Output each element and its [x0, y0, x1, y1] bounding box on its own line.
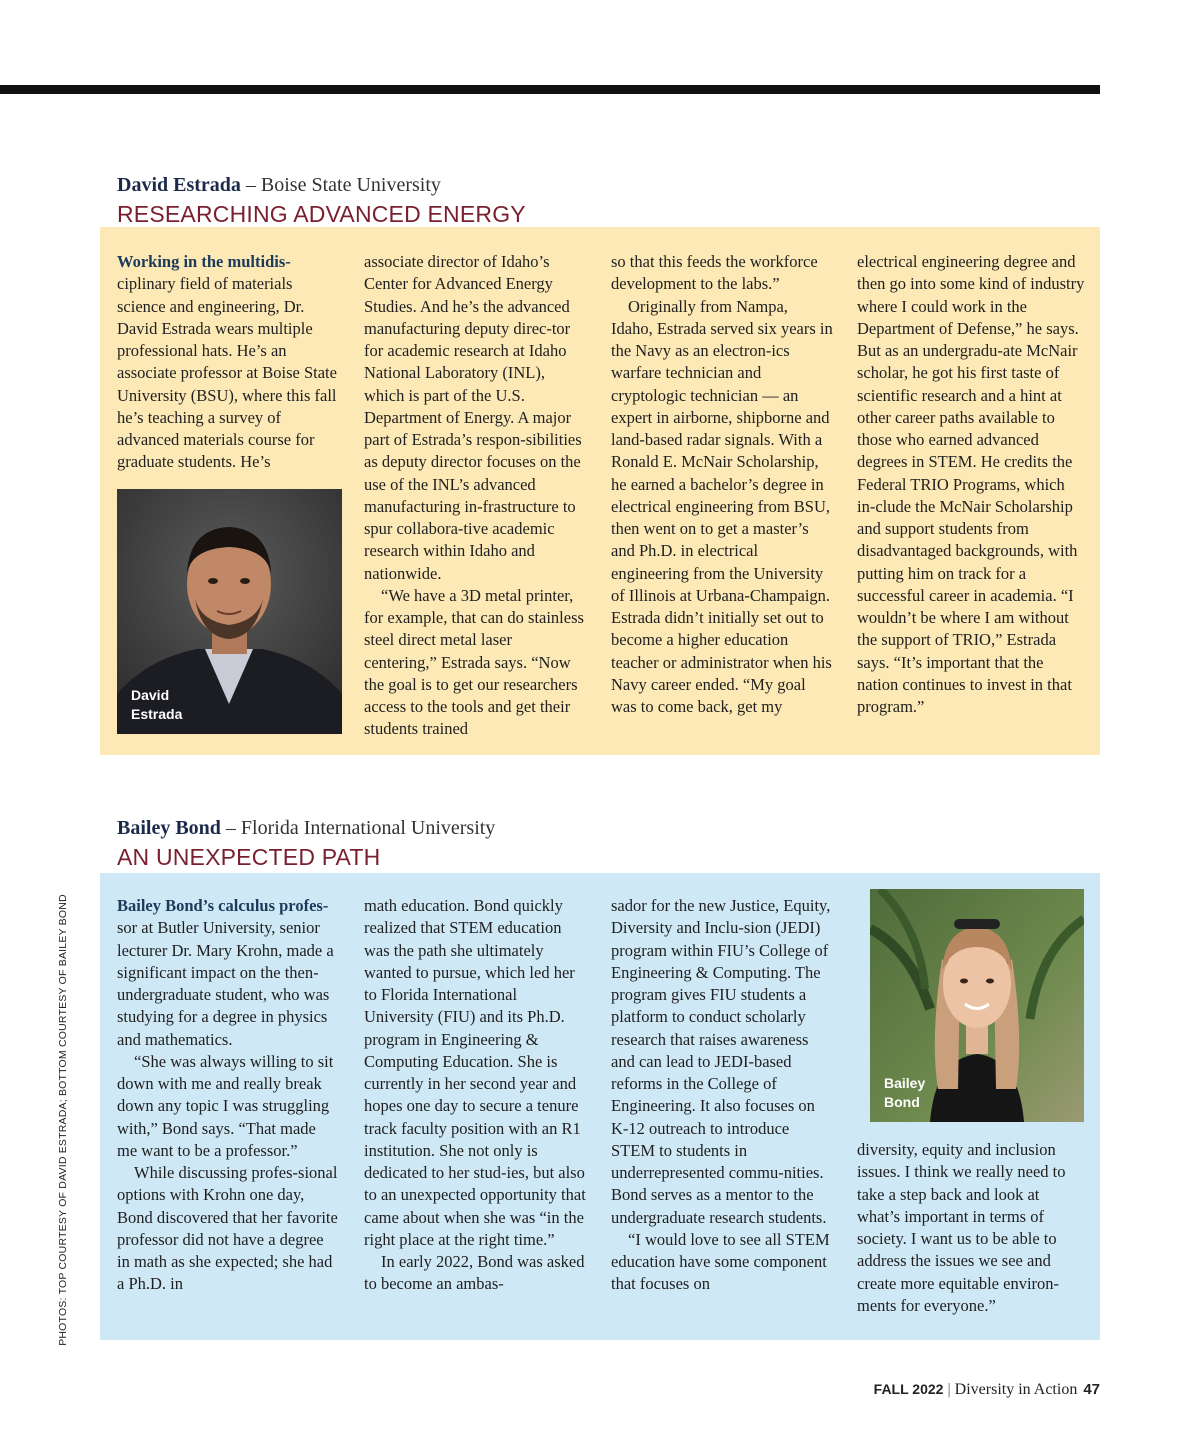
bailey-bond-photo — [870, 889, 1084, 1122]
section1-col3-p2: Originally from Nampa, Idaho, Estrada served six years in the Navy as an electron-ics warfare technician and cryptologic technician — an expert in airborne, shipborne and land-based radar signals. With a Ronald E. McNair Scholarship, he earned a bachelor’s degree in electrical engineering from BSU, then went on to get a master’s and Ph.D. in electrical engineering from the University of Illinois at Urbana-Champaign. Estrada didn’t initially set out to become a higher education teacher or administrator when his Navy career ended. “My goal was to come back, get my — [611, 296, 833, 716]
section2-column-2 — [364, 895, 586, 1296]
section2-col3-p2: “I would love to see all STEM education have some component that focuses on — [611, 1229, 830, 1294]
section1-panel — [100, 227, 1100, 755]
section2-column-3 — [611, 895, 833, 1296]
section1-col4-p1: electrical engineering degree and then go into some kind of industry where I could work in the Department of Defense,” he says. But as an undergradu-ate McNair scholar, he got his first taste of scientific research and a hint at other career paths available to those who earned advanced degrees in STEM. He credits the Federal TRIO Programs, which in-clude the McNair Scholarship and support students from disadvantaged backgrounds, with putting him on track for a successful career in academia. “I wouldn’t be where I am without the support of TRIO,” Estrada says. “It’s important that the nation continues to invest in that program.” — [857, 252, 1085, 716]
section1-col1-text: ciplinary field of materials science and engineering, Dr. David Estrada wears multiple professional hats. He’s an associate professor at Boise State University (BSU), where this fall he’s teaching a survey of advanced materials course for graduate students. He’s — [117, 274, 337, 472]
section1-person-name: David Estrada — [117, 174, 241, 196]
section2-col3-p1: sador for the new Justice, Equity, Diversity and Inclu-sion (JEDI) program within FIU’s College of Engineering & Computing. The program gives FIU students a platform to conduct scholarly research that raises awareness and can lead to JEDI-based reforms in the College of Engineering. It also focuses on K-12 outreach to introduce STEM to students in underrepresented commu-nities. Bond serves as a mentor to the undergraduate research students. — [611, 896, 831, 1227]
section2-byline — [117, 816, 495, 840]
section1-col2-p1: associate director of Idaho’s Center for Advanced Energy Studies. And he’s the advanced manufacturing deputy direc-tor for academic research at Idaho National Laboratory (INL), which is part of the U.S. Department of Energy. A major part of Estrada’s respon-sibilities as deputy director focuses on the use of the INL’s advanced manufacturing in-frastructure to spur collabora-tive academic research within Idaho and nationwide. — [364, 252, 582, 583]
section1-column-2 — [364, 251, 586, 741]
section2-col1-text: sor at Butler University, senior lecturer Dr. Mary Krohn, made a significant impact on the then-undergraduate student, who was studying for a degree in physics and mathematics. — [117, 918, 334, 1049]
section1-byline — [117, 173, 526, 197]
section1-column-4 — [857, 251, 1085, 718]
section1-school: Boise State University — [260, 174, 441, 196]
section2-panel — [100, 873, 1100, 1340]
footer-season: FALL 2022 — [873, 1381, 944, 1397]
section2-col4-p1: diversity, equity and inclusion issues. I think we really need to take a step back and look at what’s important in terms of society. I want us to be able to address the issues we see and create more equitable environ-ments for everyone.” — [857, 1140, 1066, 1315]
section2-person-name: Bailey Bond — [117, 817, 221, 839]
footer-magazine: Diversity in Action — [954, 1381, 1078, 1398]
photo-credit: PHOTOS: TOP COURTESY OF DAVID ESTRADA; BOTTOM COURTESY OF BAILEY BOND — [57, 894, 69, 1346]
section1-column-1 — [117, 251, 339, 474]
bailey-bond-caption: Bailey Bond — [884, 1075, 926, 1110]
section1-lead-in: Working in the multidis- — [117, 252, 291, 271]
section1-col2-p2: “We have a 3D metal printer, for example, that can do stainless steel direct metal laser centering,” Estrada says. “Now the goal is to get our researchers access to the tools and get their students trained — [364, 585, 584, 739]
section2-column-1 — [117, 895, 339, 1296]
page-number: 47 — [1083, 1381, 1100, 1398]
section2-col1-p2: “She was always willing to sit down with me and really break down any topic I was struggling with,” Bond says. “That made me want to be a professor.” — [117, 1051, 334, 1160]
footer-divider: | — [947, 1381, 951, 1398]
section2-col1-p3: While discussing profes-sional options with Krohn one day, Bond discovered that her favorite professor did not have a degree in math as she expected; she had a Ph.D. in — [117, 1163, 338, 1294]
section1-title: RESEARCHING ADVANCED ENERGY — [117, 201, 526, 227]
section2-school: Florida International University — [240, 817, 496, 839]
section1-column-3 — [611, 251, 833, 718]
section1-separator: – — [245, 174, 256, 196]
section1-col3-p1: so that this feeds the workforce development to the labs.” — [611, 252, 818, 294]
section2-col2-p1: math education. Bond quickly realized that STEM education was the path she ultimately wanted to pursue, which led her to Florida International University (FIU) and its Ph.D. program in Engineering & Computing Education. She is currently in her second year and hopes one day to secure a tenure track faculty position with an R1 institution. She not only is dedicated to her stud-ies, but also to an unexpected opportunity that came about when she was “in the right place at the right time.” — [364, 896, 586, 1249]
section2-lead-in: Bailey Bond’s calculus profes- — [117, 896, 329, 915]
top-rule — [0, 85, 1100, 94]
section2-separator: – — [225, 817, 236, 839]
section2-column-4 — [857, 1139, 1085, 1317]
section1-heading — [117, 173, 526, 228]
david-estrada-caption: David Estrada — [131, 687, 183, 722]
david-estrada-photo — [117, 489, 342, 734]
section2-title: AN UNEXPECTED PATH — [117, 844, 381, 870]
page-footer — [874, 1378, 1100, 1401]
section2-heading — [117, 816, 495, 871]
section2-col2-p2: In early 2022, Bond was asked to become an ambas- — [364, 1252, 585, 1294]
